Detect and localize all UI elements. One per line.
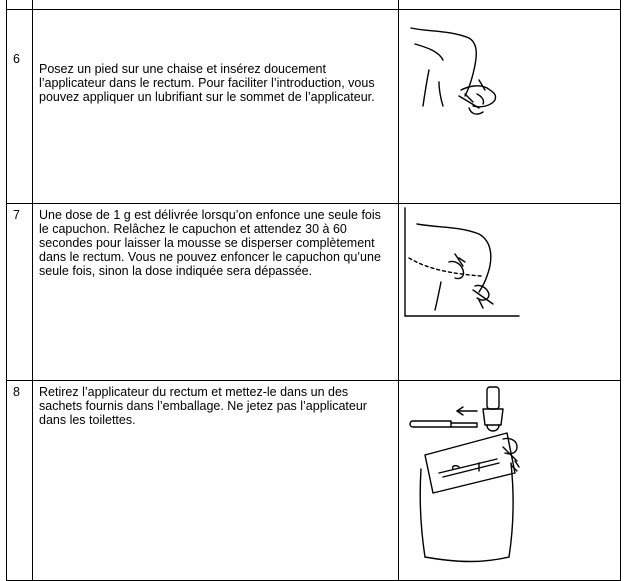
disposal-illustration (399, 381, 621, 580)
step-number-label: 6 (13, 52, 20, 66)
step-row-8 (7, 381, 621, 581)
step-number (7, 10, 33, 204)
previous-step-text-cell (33, 0, 399, 10)
previous-step-image-cell (399, 0, 621, 10)
step-instruction-text: Posez un pied sur une chaise et insérez doucement l’applicateur dans le rectum. Pour faciliter l’introduction, vous pouvez appliquer un lubrifiant sur le sommet de l’applicateur. (39, 62, 375, 104)
step-text-cell (33, 10, 399, 204)
previous-step-row (7, 0, 621, 10)
step-instruction-text: Une dose de 1 g est délivrée lorsqu’on enfonce une seule fois le capuchon. Relâchez le capuchon et attendez 30 à 60 secondes pour laisser la mousse se disperser complètement dans le rectum. Vous ne pouvez enfoncer le capuchon qu’une seule fois, sinon la dose indiquée sera dépassée. (39, 208, 381, 278)
step-text-cell (33, 204, 399, 381)
previous-step-number-cell (7, 0, 33, 10)
step-image-cell (399, 204, 621, 381)
dose-illustration (399, 204, 621, 380)
step-image-cell (399, 10, 621, 204)
step-number (7, 381, 33, 581)
insertion-illustration (399, 10, 621, 203)
step-number-label: 8 (13, 385, 20, 399)
step-number (7, 204, 33, 381)
step-image-cell (399, 381, 621, 581)
instructions-table (6, 0, 621, 581)
step-number-label: 7 (13, 208, 20, 222)
step-row-7 (7, 204, 621, 381)
step-text-cell (33, 381, 399, 581)
step-instruction-text: Retirez l’applicateur du rectum et mettez-le dans un des sachets fournis dans l’emballage. Ne jetez pas l’applicateur dans les toilettes. (39, 385, 367, 427)
step-row-6 (7, 10, 621, 204)
